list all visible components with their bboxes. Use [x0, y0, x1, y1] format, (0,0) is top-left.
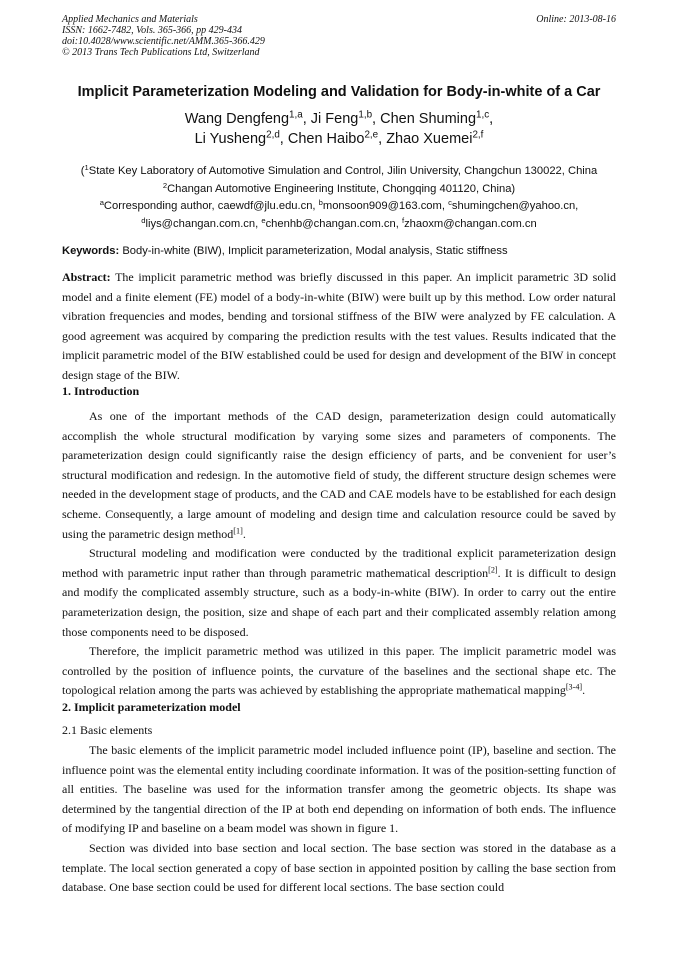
email: liys@changan.com.cn,	[145, 217, 262, 230]
email: chenhb@changan.com.cn,	[265, 217, 402, 230]
affiliation-2: $^2$Changan Automotive Engineering Institute, Chongqing 401120, China)	[162, 180, 516, 195]
author-name: Li Yusheng	[194, 131, 267, 147]
abstract	[62, 268, 616, 386]
section2-body	[62, 741, 616, 898]
subsection-heading-basic-elements: 2.1 Basic elements	[62, 723, 153, 737]
author-line-1: Wang Dengfeng$^{1,a}$, Ji Feng$^{1,b}$, Chen Shuming$^{1,c}$,	[184, 109, 494, 127]
journal-name: Applied Mechanics and Materials	[62, 14, 198, 25]
author-sup: 1,a	[289, 109, 303, 121]
affiliation-sup: 1	[84, 162, 89, 172]
paragraph: Section was divided into base section and local section. The base section was stored in the database as a template. The local section generated a copy of base section in appointed position by calling the base section from database. One base section could be used for different local sections. The base section could	[62, 840, 616, 895]
paragraph: As one of the important methods of the CAD design, parameterization design could automatically accomplish the whole structural modification by varying some sizes and parameters of components. The parameterization design could significantly raise the design efficiency of parts, and be convenient for user’s structural modification and redesign. In the automotive field of study, the different structure design schemes were needed in the development stage of products, and the CAD and CAE models have to be established for each design scheme. Consequently, a large amount of modeling and design time and calculation resource could be saved by using the parametric design method[1].	[62, 409, 616, 541]
author-sup: 1,b	[358, 109, 373, 121]
email: Corresponding author, caewdf@jlu.edu.cn,	[103, 200, 319, 212]
citation: [1]	[233, 526, 243, 536]
keywords-text: Body-in-white (BIW), Implicit parameterization, Modal analysis, Static stiffness	[122, 245, 508, 257]
author-sup: 2,f	[472, 129, 484, 141]
email: shumingchen@yahoo.cn,	[451, 200, 579, 212]
author-sup: 1,c	[476, 109, 490, 121]
issn-line: ISSN: 1662-7482, Vols. 365-366, pp 429-434	[62, 25, 242, 36]
affiliation-1: ($^1$State Key Laboratory of Automotive Simulation and Control, Jilin University, Changchun 130022, China	[80, 162, 598, 177]
author-name: Zhao Xuemei	[386, 131, 473, 147]
author-sup: 2,d	[266, 129, 280, 141]
email: monsoon909@163.com,	[322, 200, 449, 212]
author-name: Ji Feng	[310, 111, 359, 127]
doi-line: doi:10.4028/www.scientific.net/AMM.365-366.429	[62, 36, 265, 47]
affiliation-sup: 2	[162, 180, 168, 190]
email-line-1: $^a$Corresponding author, caewdf@jlu.edu.cn, $^b$monsoon909@163.com, $^c$shumingchen@yahoo.cn,	[99, 197, 579, 212]
online-date: Online: 2013-08-16	[536, 14, 616, 25]
introduction-body	[62, 407, 616, 701]
paper-title: Implicit Parameterization Modeling and Validation for Body-in-white of a Car	[77, 84, 601, 100]
citation: [3-4]	[565, 682, 583, 692]
author-list	[62, 109, 616, 149]
abstract-text: The implicit parametric method was briefly discussed in this paper. An implicit parametric 3D solid model and a finite element (FE) model of a body-in-white (BIW) were built up by this method. Low order natural vibration frequencies and modes, bending and torsional stiffness of the BIW were analyzed by FE calculation. A good agreement was acquired by comparing the prediction results with the test values. Results indicated that the implicit parametric model of the BIW established could be used for design and development of the BIW in concept design stage of the BIW.	[62, 270, 616, 382]
abstract-label: Abstract:	[62, 270, 111, 284]
copyright-line: © 2013 Trans Tech Publications Ltd, Switzerland	[62, 47, 260, 58]
keywords	[62, 245, 622, 257]
citation: [2]	[488, 565, 498, 575]
affiliations	[62, 163, 616, 233]
email: zhaoxm@changan.com.cn	[404, 217, 537, 230]
email-line-2: $^d$liys@changan.com.cn, $^e$chenhb@changan.com.cn, $^f$zhaoxm@changan.com.cn	[141, 215, 537, 230]
author-name: Wang Dengfeng	[184, 111, 290, 127]
author-line-2: Li Yusheng$^{2,d}$, Chen Haibo$^{2,e}$, Zhao Xuemei$^{2,f}$	[194, 129, 484, 147]
journal-header	[62, 14, 616, 58]
paragraph: Structural modeling and modification were conducted by the traditional explicit parameterization design method with parametric input rather than through parametric mathematical description[2]. It is difficult to design and modify the complicated assembly structure, such as a body-in-white (BIW). In order to carry out the entire parameterization design, the position, size and shape of each part and their complicated assembly relation among those components need to be disposed.	[62, 546, 616, 639]
author-name: Chen Shuming	[380, 111, 477, 127]
paragraph: Therefore, the implicit parametric method was utilized in this paper. The implicit parametric model was controlled by the position of influence points, the curvature of the baselines and the sectional shape etc. The topological relation among the parts was achieved by establishing the appropriate mathematical mapping[3-4].	[62, 644, 616, 698]
author-name: Chen Haibo	[287, 131, 365, 147]
author-sup: 2,e	[364, 129, 379, 141]
section-heading-introduction: 1. Introduction	[62, 384, 140, 398]
keywords-label: Keywords:	[62, 245, 120, 257]
paragraph: The basic elements of the implicit parametric model included influence point (IP), baseline and section. The influence point was the elemental entity including coordinate information. It was of the position-setting function of all entities. The baseline was used for the information transfer among the geometric objects. Its shape was determined by the tangential direction of the IP at both end depending on information of both ends. The influence of modifying IP and baseline on a beam model was shown in figure 1.	[62, 743, 616, 836]
section-heading-implicit-model: 2. Implicit parameterization model	[62, 700, 241, 714]
